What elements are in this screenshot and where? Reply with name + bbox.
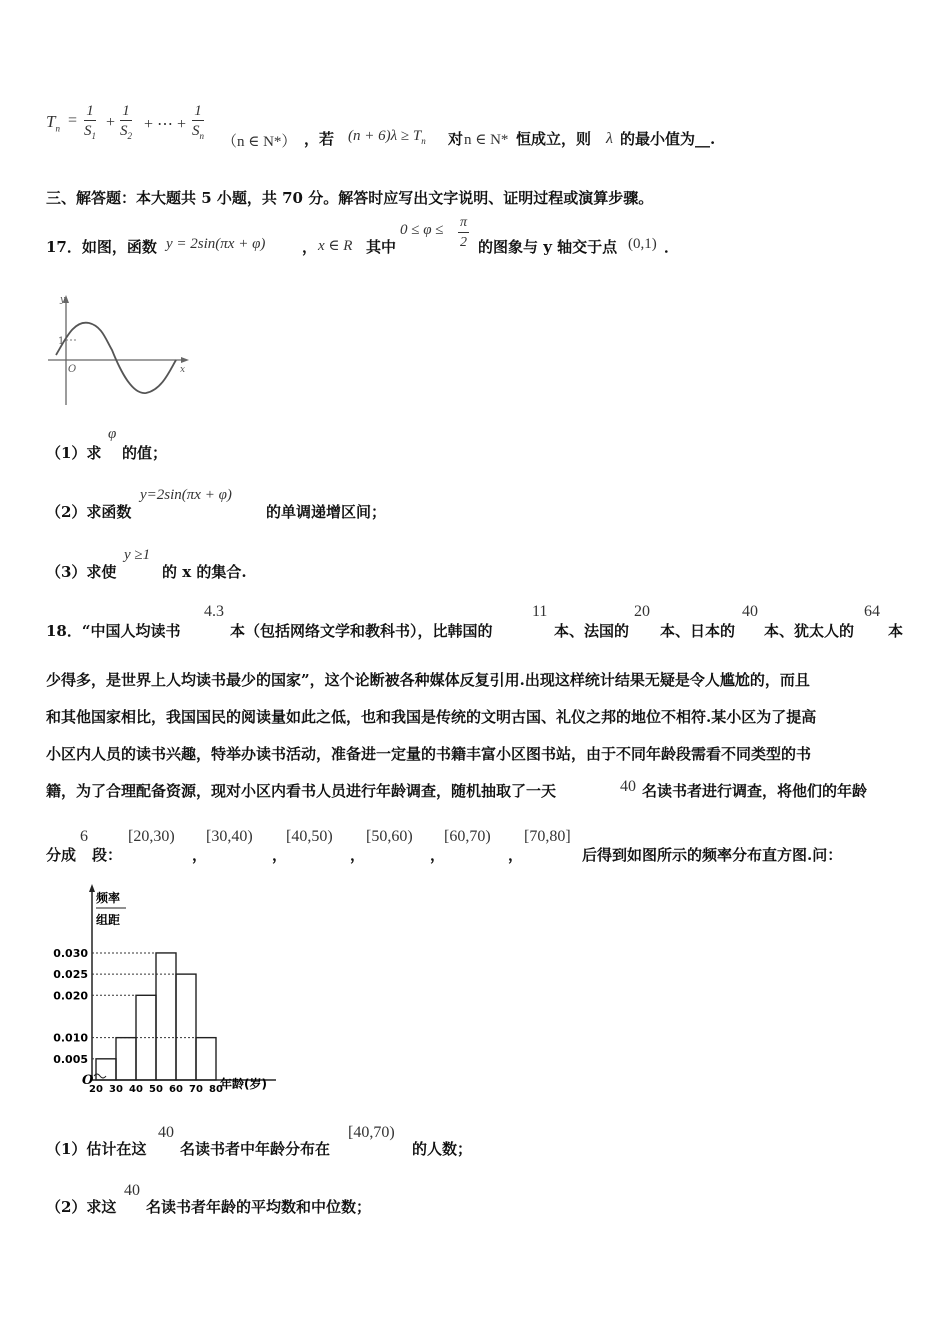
q17-domain: x ∈ R xyxy=(318,238,353,254)
q18-interval-3: [40,50) xyxy=(286,828,333,845)
frequency-histogram xyxy=(44,880,294,1100)
hist-x-tick-label: 30 xyxy=(109,1084,123,1095)
tail-text-2: 的最小值为__. xyxy=(620,130,716,148)
plus-sign: + xyxy=(106,114,116,131)
tn-symbol: $T_n$ xyxy=(46,112,60,134)
q17-p3-inequality: y ≥1 xyxy=(124,547,151,563)
hist-x-tick-label: 50 xyxy=(149,1084,163,1095)
q17-end: ． xyxy=(664,238,680,256)
hist-y-arrow xyxy=(89,884,95,892)
q17-function: y = 2sin(πx + φ) xyxy=(166,236,266,252)
q17-comma: ， xyxy=(302,238,318,256)
hist-xlabel: 年龄(岁) xyxy=(220,1077,267,1091)
hist-y-tick-label: 0.025 xyxy=(53,968,88,982)
sine-curve xyxy=(56,323,176,393)
graph-x-arrow xyxy=(181,357,189,363)
q17-p2-function: y=2sin(πx + φ) xyxy=(140,487,232,503)
q17-qizhong: 其中 xyxy=(366,238,397,256)
q18-p1-40: 40 xyxy=(158,1124,174,1141)
q18-value-6: 6 xyxy=(80,828,88,845)
fraction-2: $\frac{1}{S_2}$ xyxy=(120,103,132,141)
inequality: $(n + 6)\lambda \ge T_n$ xyxy=(348,128,426,146)
q18-line-5: 籍，为了合理配备资源，现对小区内看书人员进行年龄调查，随机抽取了一天 40 名读书者进行调查，将他们的年龄 xyxy=(46,778,868,800)
fraction-3: $\frac{1}{S_n}$ xyxy=(192,103,204,141)
dui-text: 对 xyxy=(448,130,464,148)
q18-value-64: 64 xyxy=(864,603,880,620)
hist-x-tick-label: 60 xyxy=(169,1084,183,1095)
q17-point: (0,1) xyxy=(628,236,657,252)
section-3-heading: 三、解答题：本大题共 5 小题，共 70 分。解答时应写出文字说明、证明过程或演算步骤。 xyxy=(46,189,654,207)
hist-bar xyxy=(176,974,196,1080)
hist-bar xyxy=(156,953,176,1080)
hist-bar xyxy=(96,1059,116,1080)
q17-pi-over-2: $\frac{\pi}{2}$ xyxy=(460,215,468,250)
q18-value-40: 40 xyxy=(742,603,758,620)
hist-y-tick-label: 0.020 xyxy=(53,989,88,1003)
graph-one-label: 1 xyxy=(58,336,65,347)
q18-value-40b: 40 xyxy=(620,778,636,795)
graph-origin: O xyxy=(68,364,77,375)
hist-y-tick-label: 0.005 xyxy=(53,1052,88,1066)
sine-graph xyxy=(44,290,194,410)
hist-x-tick-label: 20 xyxy=(89,1084,103,1095)
hist-ylabel-top: 频率 xyxy=(96,891,121,905)
dots-plus: + ⋯ + xyxy=(144,116,187,133)
equals-sign: = xyxy=(68,112,78,129)
hist-bar xyxy=(196,1038,216,1080)
q17-range-left: 0 ≤ φ ≤ xyxy=(400,222,444,238)
tail-text-1: 恒成立，则 xyxy=(516,130,592,148)
q17-lead: 17．如图，函数 xyxy=(46,238,157,256)
graph-y-label: y xyxy=(60,295,66,305)
hist-y-tick-label: 0.010 xyxy=(53,1031,88,1045)
hist-y-tick-label: 0.030 xyxy=(53,946,88,960)
ruo-text: ，若 xyxy=(304,130,335,148)
condition-n-in-n: （n ∈ N*） xyxy=(222,134,297,150)
q18-line-3: 和其他国家相比，我国国民的阅读量如此之低，也和我国是传统的文明古国、礼仪之邦的地位不相符.某小区为了提高 xyxy=(46,708,817,726)
q18-interval-5: [60,70) xyxy=(444,828,491,845)
lambda-symbol: λ xyxy=(606,130,613,147)
q18-line-6: 分成 6 段： [20,30) ， [30,40) ， [40,50) ， [50,60) ， [60,70) ， [70,80] 后得到如图所示的频率分布直方图.问： xyxy=(46,828,843,864)
q18-line-2: 少得多，是世界上人均读书最少的国家”，这个论断被各种媒体反复引用.出现这样统计结果无疑是令人尴尬的，而且 xyxy=(46,671,810,689)
q18-p1-interval: [40,70) xyxy=(348,1124,395,1141)
hist-origin: O xyxy=(82,1073,94,1088)
q17-p1-phi: φ xyxy=(108,426,117,442)
q18-p2-40: 40 xyxy=(124,1182,140,1199)
q18-interval-4: [50,60) xyxy=(366,828,413,845)
q18-value-4-3: 4.3 xyxy=(204,603,224,620)
q17-tail: 的图象与 y 轴交于点 xyxy=(478,238,618,256)
fraction-1: $\frac{1}{S_1}$ xyxy=(84,103,96,141)
q18-value-20: 20 xyxy=(634,603,650,620)
q18-value-11: 11 xyxy=(532,603,548,620)
hist-bar xyxy=(116,1038,136,1080)
hist-ylabel-bottom: 组距 xyxy=(96,913,121,927)
q18-interval-2: [30,40) xyxy=(206,828,253,845)
q18-interval-1: [20,30) xyxy=(128,828,175,845)
q17-stem xyxy=(46,215,906,262)
q18-line-4: 小区内人员的读书兴趣，特举办读书活动，准备进一定量的书籍丰富小区图书站，由于不同年龄段需看不同类型的书 xyxy=(46,745,812,763)
hist-x-tick-label: 70 xyxy=(189,1084,203,1095)
hist-x-tick-label: 80 xyxy=(209,1084,223,1095)
condition-n-in-n-2: n ∈ N* xyxy=(464,132,509,148)
q18-interval-6: [70,80] xyxy=(524,828,571,845)
graph-x-label: x xyxy=(180,365,186,375)
hist-x-tick-label: 40 xyxy=(129,1084,143,1095)
q18-line-1: 18．“中国人均读书 4.3 本（包括网络文学和教科书），比韩国的 11 本、法国的 20 本、日本的 40 本、犹太人的 64 本 xyxy=(46,603,904,640)
